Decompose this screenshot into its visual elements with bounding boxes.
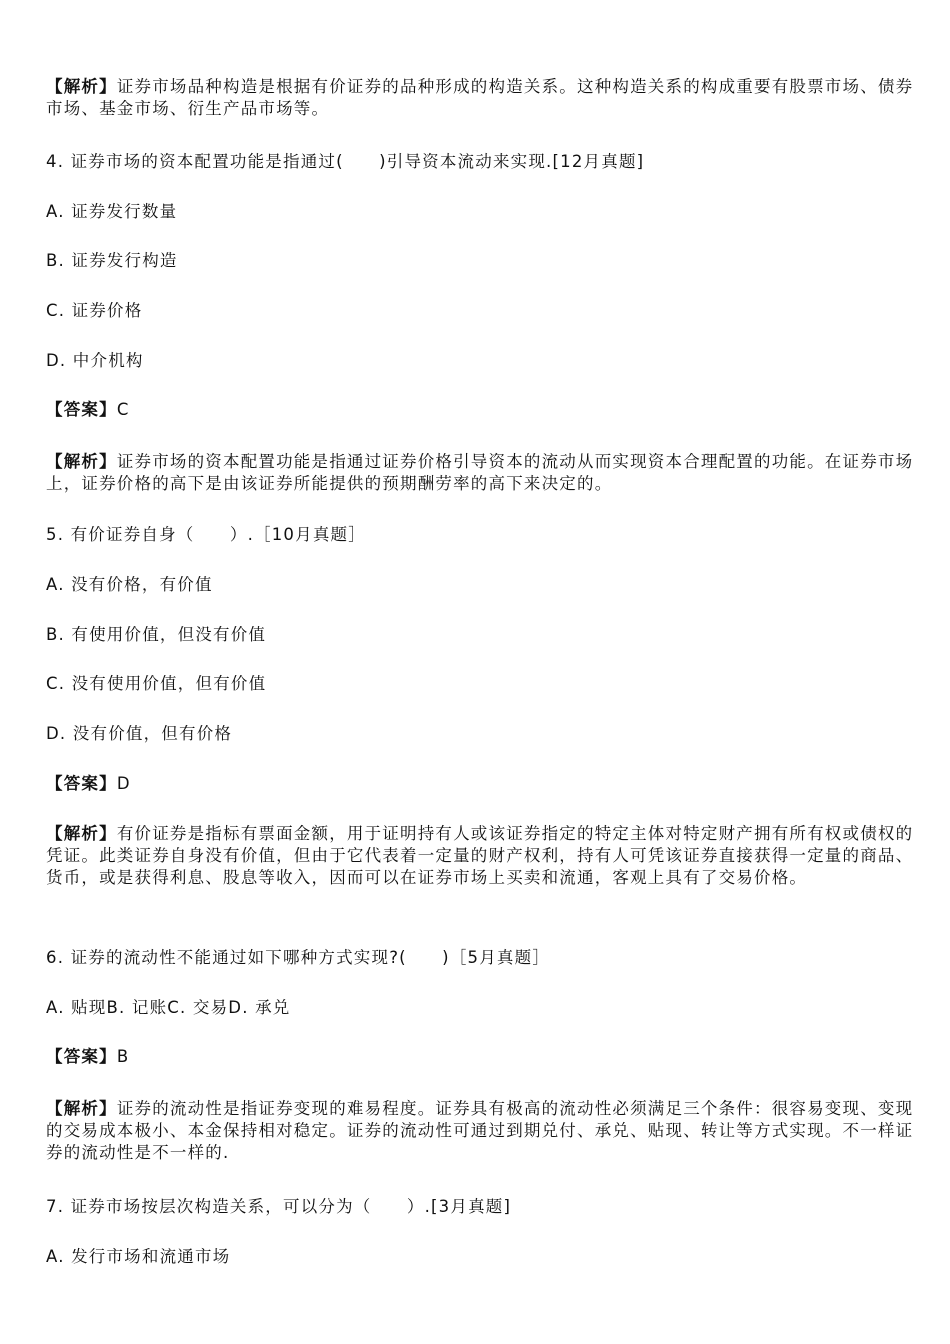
answer-tag: 【答案】 xyxy=(46,400,117,419)
analysis-tag: 【解析】 xyxy=(46,77,117,96)
option-b: B. 证券发行构造 xyxy=(46,251,178,270)
analysis-paragraph xyxy=(46,823,916,889)
analysis-paragraph xyxy=(46,76,916,120)
answer-line xyxy=(46,773,131,795)
option-c: C. 证券价格 xyxy=(46,301,143,320)
analysis-text: 有价证券是指标有票面金额，用于证明持有人或该证券指定的特定主体对特定财产拥有所有权或债权的凭证。此类证券自身没有价值，但由于它代表着一定量的财产权利，持有人可凭该证券直接获得一定量的商品、货币，或是获得利息、股息等收入，因而可以在证券市场上买卖和流通，客观上具有了交易价格。 xyxy=(46,824,914,887)
analysis-tag: 【解析】 xyxy=(46,824,117,843)
question-5: 5. 有价证券自身（ ）.［10月真题］ xyxy=(46,525,366,544)
answer-value: B xyxy=(116,1047,130,1066)
answer-tag: 【答案】 xyxy=(46,1047,117,1066)
option-a: A. 发行市场和流通市场 xyxy=(46,1247,231,1266)
analysis-text: 证券市场的资本配置功能是指通过证券价格引导资本的流动从而实现资本合理配置的功能。在证券市场上，证券价格的高下是由该证券所能提供的预期酬劳率的高下来决定的。 xyxy=(46,452,914,493)
analysis-tag: 【解析】 xyxy=(46,1099,117,1118)
analysis-tag: 【解析】 xyxy=(46,452,117,471)
analysis-text: 证券市场品种构造是根据有价证券的品种形成的构造关系。这种构造关系的构成重要有股票市场、债券市场、基金市场、衍生产品市场等。 xyxy=(46,77,914,118)
answer-line xyxy=(46,1046,129,1068)
analysis-paragraph xyxy=(46,1098,916,1164)
analysis-paragraph xyxy=(46,451,916,495)
option-a: A. 证券发行数量 xyxy=(46,202,178,221)
option-d: D. 中介机构 xyxy=(46,351,144,370)
option-a: A. 没有价格，有价值 xyxy=(46,575,213,594)
question-4: 4. 证券市场的资本配置功能是指通过( )引导资本流动来实现.[12月真题] xyxy=(46,152,645,171)
answer-value: D xyxy=(116,774,131,793)
option-c: C. 没有使用价值，但有价值 xyxy=(46,674,267,693)
answer-value: C xyxy=(116,400,130,419)
answer-line xyxy=(46,399,130,421)
option-d: D. 没有价值，但有价格 xyxy=(46,724,233,743)
option-b: B. 有使用价值，但没有价值 xyxy=(46,625,267,644)
options-inline: A. 贴现B. 记账C. 交易D. 承兑 xyxy=(46,998,291,1017)
question-7: 7. 证券市场按层次构造关系，可以分为（ ）.[3月真题] xyxy=(46,1197,512,1216)
answer-tag: 【答案】 xyxy=(46,774,117,793)
question-6: 6. 证券的流动性不能通过如下哪种方式实现?( )［5月真题］ xyxy=(46,948,551,967)
analysis-text: 证券的流动性是指证券变现的难易程度。证券具有极高的流动性必须满足三个条件：很容易变现、变现的交易成本极小、本金保持相对稳定。证券的流动性可通过到期兑付、承兑、贴现、转让等方式实现。不一样证券的流动性是不一样的. xyxy=(46,1099,914,1162)
